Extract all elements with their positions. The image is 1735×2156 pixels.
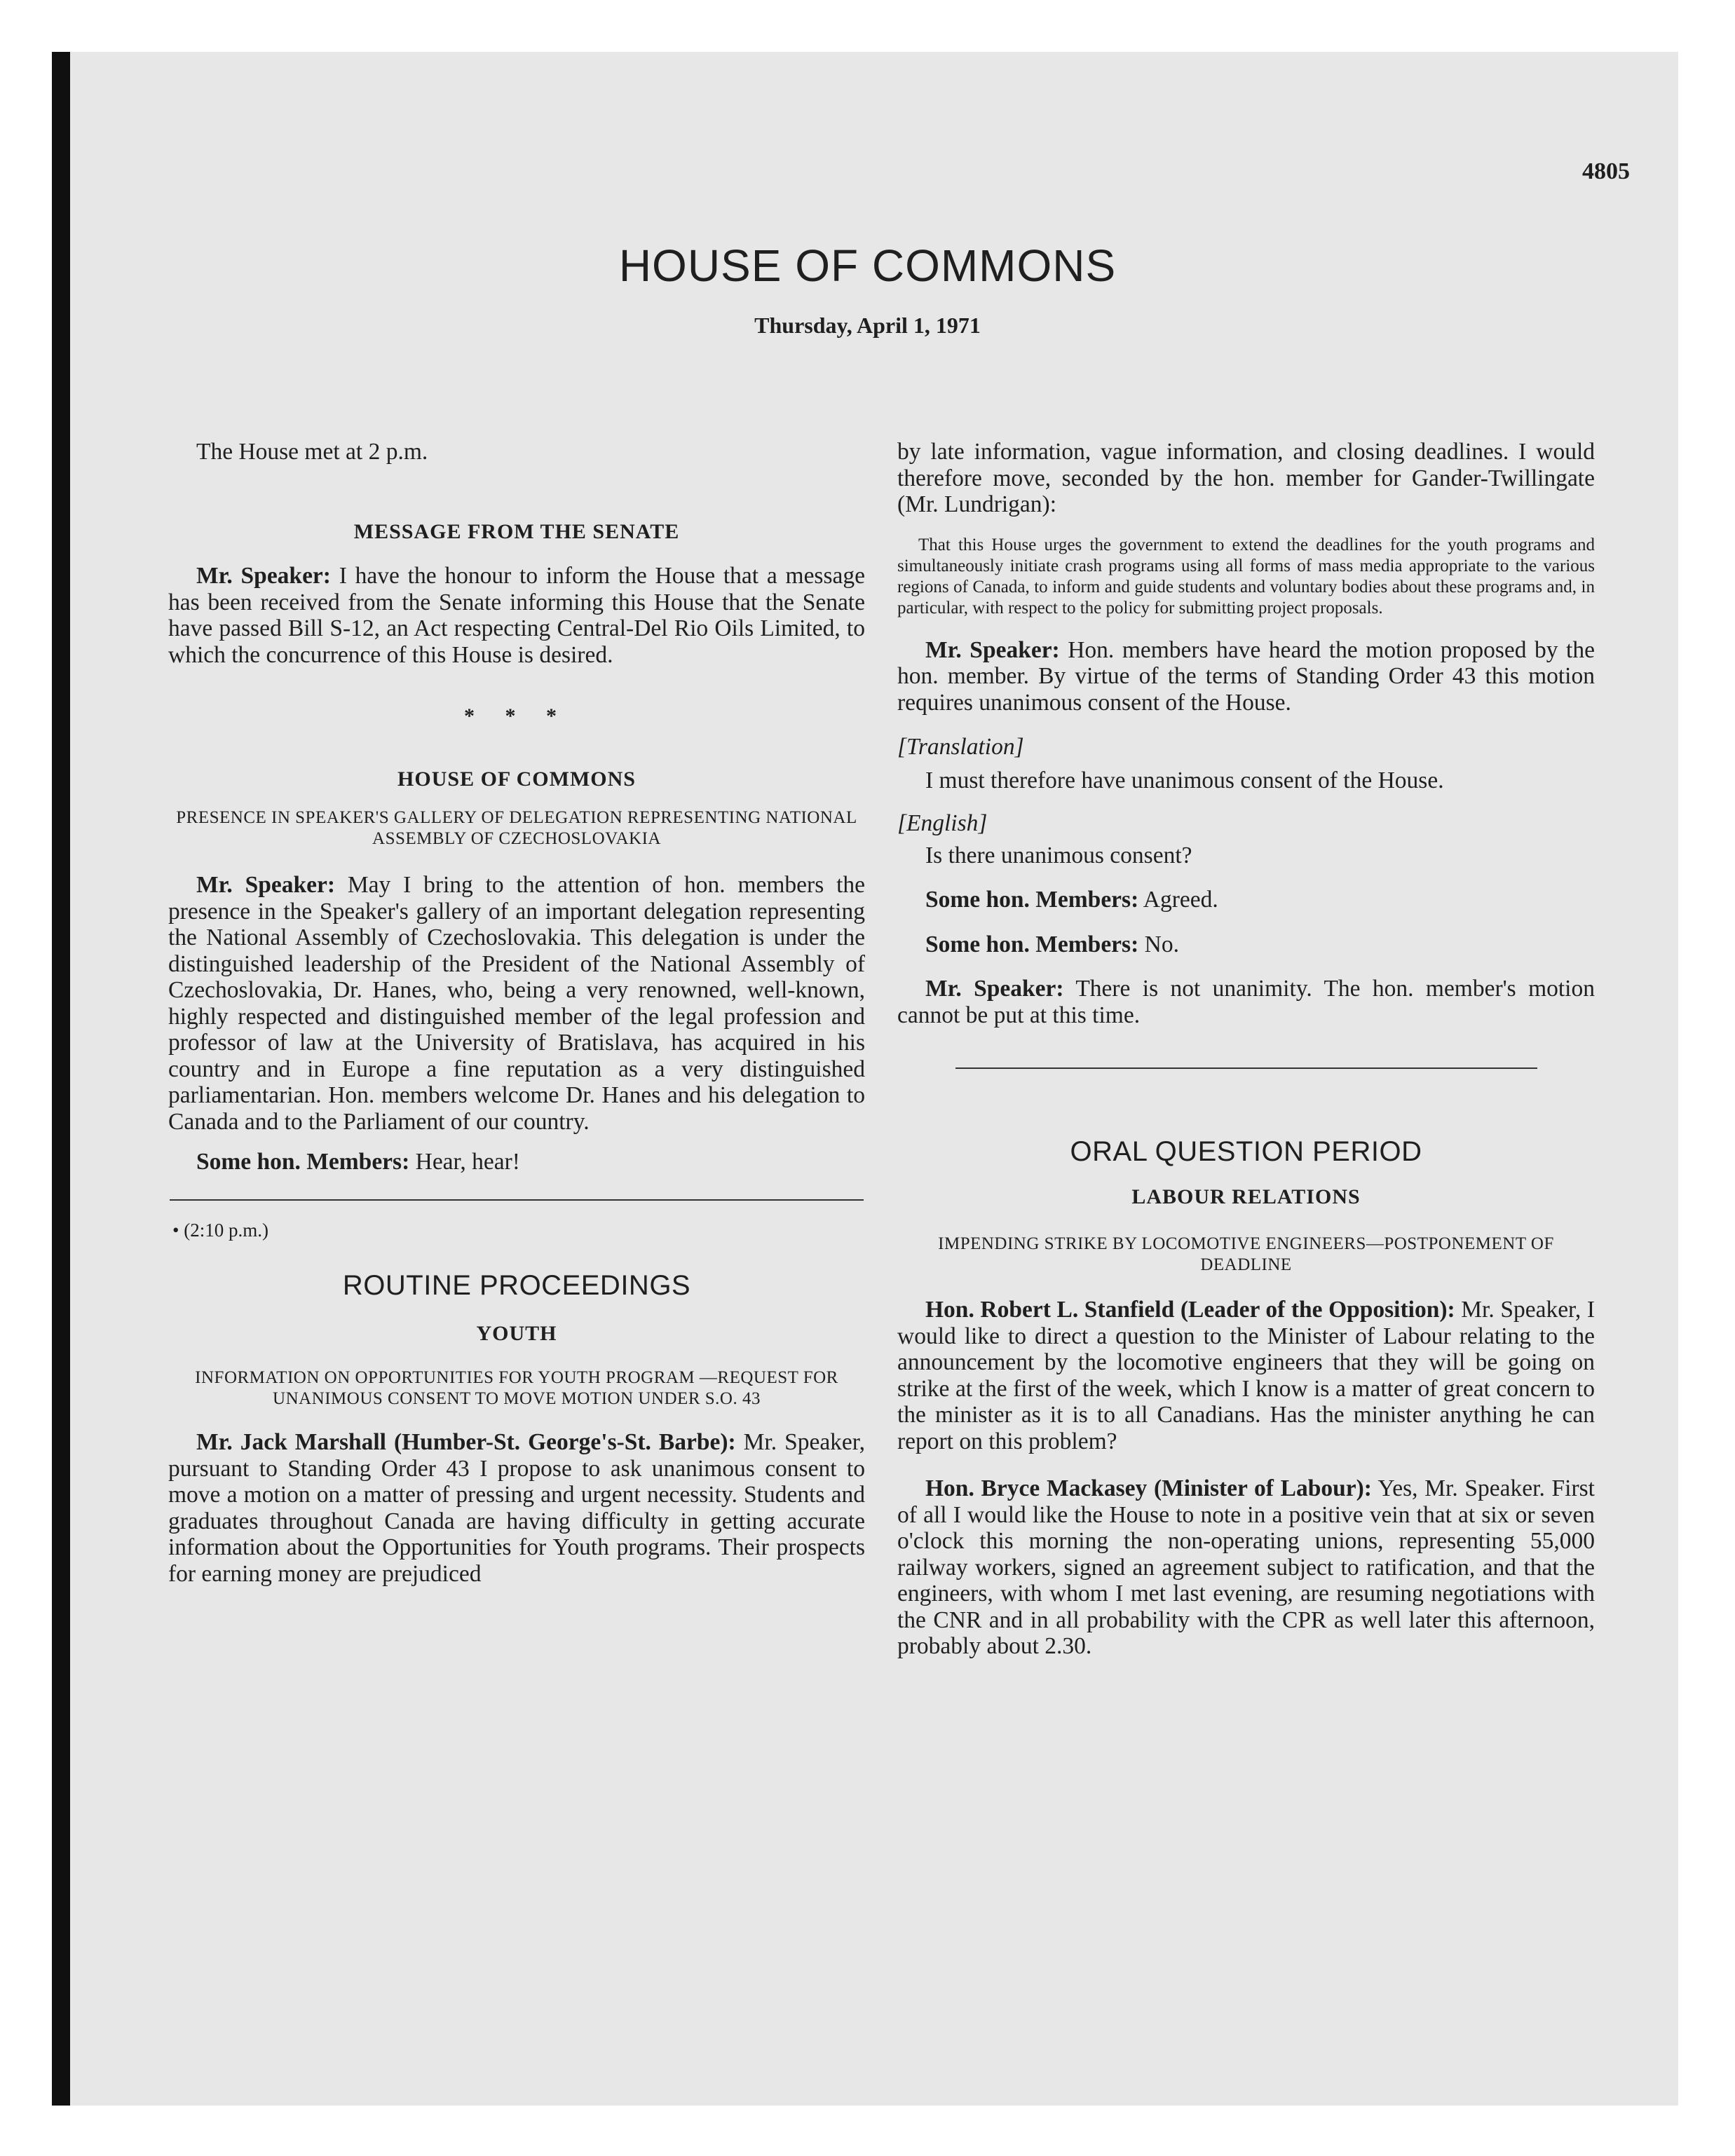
translation-label: [Translation]: [897, 734, 1024, 760]
strike-heading: IMPENDING STRIKE BY LOCOMOTIVE ENGINEERS—POSTPONEMENT OF DEADLINE: [938, 1234, 1554, 1274]
speech-text: No.: [1138, 931, 1179, 957]
speaker-name: Mr. Jack Marshall (Humber-St. George's-St. Barbe):: [196, 1429, 736, 1455]
speaker-name: Mr. Speaker:: [196, 872, 336, 898]
motion-text: That this House urges the government to extend the deadlines for the youth programs and simultaneously initiate crash programs using all forms of mass media appropriate to the various regions of Canada, to inform and guide students and voluntary bodies about these programs and, in particular, with respect to the policy for submitting project proposals.: [897, 535, 1595, 618]
mackasey-paragraph: [897, 1475, 1595, 1660]
delegation-paragraph: [168, 872, 865, 1135]
sitting-date: Thursday, April 1, 1971: [754, 313, 981, 338]
commons-heading: HOUSE OF COMMONS: [397, 767, 636, 791]
section-break-stars: * * *: [464, 704, 569, 728]
senate-paragraph: [168, 563, 865, 668]
speaker-name: Hon. Bryce Mackasey (Minister of Labour):: [925, 1475, 1372, 1501]
translation-paragraph: I must therefore have unanimous consent of the House.: [925, 767, 1444, 793]
speech-text: Mr. Speaker, pursuant to Standing Order 43 I propose to ask unanimous consent to move a motion on a matter of pressing and urgent necessity. Students and graduates throughout Canada are having difficulty in getting accurate information about the Opportunities for Youth programs. Their prospects for earning money are prejudiced: [168, 1429, 865, 1587]
speaker-name: Some hon. Members:: [925, 931, 1139, 957]
senate-heading: MESSAGE FROM THE SENATE: [353, 519, 680, 543]
speech-text: Hon. members have heard the motion proposed by the hon. member. By virtue of the terms of Standing Order 43 this motion requires unanimous consent of the House.: [897, 636, 1595, 716]
speech-text: I have the honour to inform the House that a message has been received from the Senate informing this House that the Senate have passed Bill S-12, an Act respecting Central-Del Rio Oils Limited, to which the concurrence of this House is desired.: [168, 563, 865, 668]
unanimity-paragraph: [897, 976, 1595, 1028]
speech-text: Agreed.: [1138, 887, 1218, 913]
stanfield-paragraph: [897, 1297, 1595, 1454]
speaker-name: Mr. Speaker:: [925, 636, 1060, 663]
agreed-paragraph: [897, 887, 1595, 913]
speaker-ruling-paragraph: [897, 637, 1595, 716]
speaker-name: Some hon. Members:: [925, 887, 1139, 913]
consent-question: Is there unanimous consent?: [925, 842, 1192, 868]
marshall-continuation: by late information, vague information, and closing deadlines. I would therefore move, seconded by the hon. member for Gander-Twillingate (Mr. Lundrigan):: [897, 439, 1595, 517]
hear-paragraph: [168, 1149, 865, 1175]
speaker-name: Mr. Speaker:: [196, 563, 331, 589]
speech-text: Mr. Speaker, I would like to direct a question to the Minister of Labour relating to the announcement by the locomotive engineers that they will be going on strike at the first of the week, which I know is a matter of great concern to the minister as it is to all Canadians. Has the minister anything he can report on this problem?: [897, 1297, 1595, 1454]
time-mark: • (2:10 p.m.): [172, 1219, 268, 1241]
speech-text: Yes, Mr. Speaker. First of all I would like the House to note in a positive vein that at six or seven o'clock this morning the non-operating unions, representing 55,000 railway workers, signed an agreement subject to ratification, and that the engineers, with whom I met last evening, are resuming negotiations with the CNR and in all probability with the CPR as well later this afternoon, probably about 2.30.: [897, 1475, 1595, 1659]
speaker-name: Some hon. Members:: [196, 1149, 410, 1175]
labour-heading: LABOUR RELATIONS: [1131, 1185, 1361, 1208]
oral-question-heading: ORAL QUESTION PERIOD: [1070, 1136, 1422, 1167]
speech-text: Hear, hear!: [409, 1149, 520, 1175]
right-column: [897, 439, 1595, 1660]
youth-heading: YOUTH: [476, 1321, 557, 1345]
no-paragraph: [897, 932, 1595, 958]
scan-edge-bar: [52, 52, 70, 2106]
marshall-paragraph: [168, 1429, 865, 1587]
speech-text: May I bring to the attention of hon. members the presence in the Speaker's gallery of an important delegation representing the National Assembly of Czechoslovakia. This delegation is under the distinguished leadership of the President of the National Assembly of Czechoslovakia, Dr. Hanes, who, being a very renowned, well-known, highly respected and distinguished member of the legal profession and professor of law at the University of Bratislava, has acquired in his country and in Europe a fine reputation as a very distinguished parliamentarian. Hon. members welcome Dr. Hanes and his delegation to Canada and to the Parliament of our country.: [168, 872, 865, 1135]
page-title: HOUSE OF COMMONS: [618, 240, 1117, 291]
house-met-line: The House met at 2 p.m.: [196, 439, 428, 465]
speech-text: There is not unanimity. The hon. member's motion cannot be put at this time.: [897, 976, 1595, 1028]
speaker-name: Mr. Speaker:: [925, 976, 1064, 1002]
routine-heading: ROUTINE PROCEEDINGS: [342, 1270, 691, 1301]
youth-subheading: INFORMATION ON OPPORTUNITIES FOR YOUTH PROGRAM —REQUEST FOR UNANIMOUS CONSENT TO MOVE MOTION UNDER S.O. 43: [195, 1368, 838, 1408]
page-number: 4805: [1582, 158, 1630, 184]
speaker-name: Hon. Robert L. Stanfield (Leader of the Opposition):: [925, 1297, 1455, 1323]
delegation-heading: PRESENCE IN SPEAKER'S GALLERY OF DELEGATION REPRESENTING NATIONAL ASSEMBLY OF CZECHOSLOVAKIA: [176, 808, 857, 848]
english-label: [English]: [897, 810, 988, 836]
left-column: [168, 439, 865, 1587]
